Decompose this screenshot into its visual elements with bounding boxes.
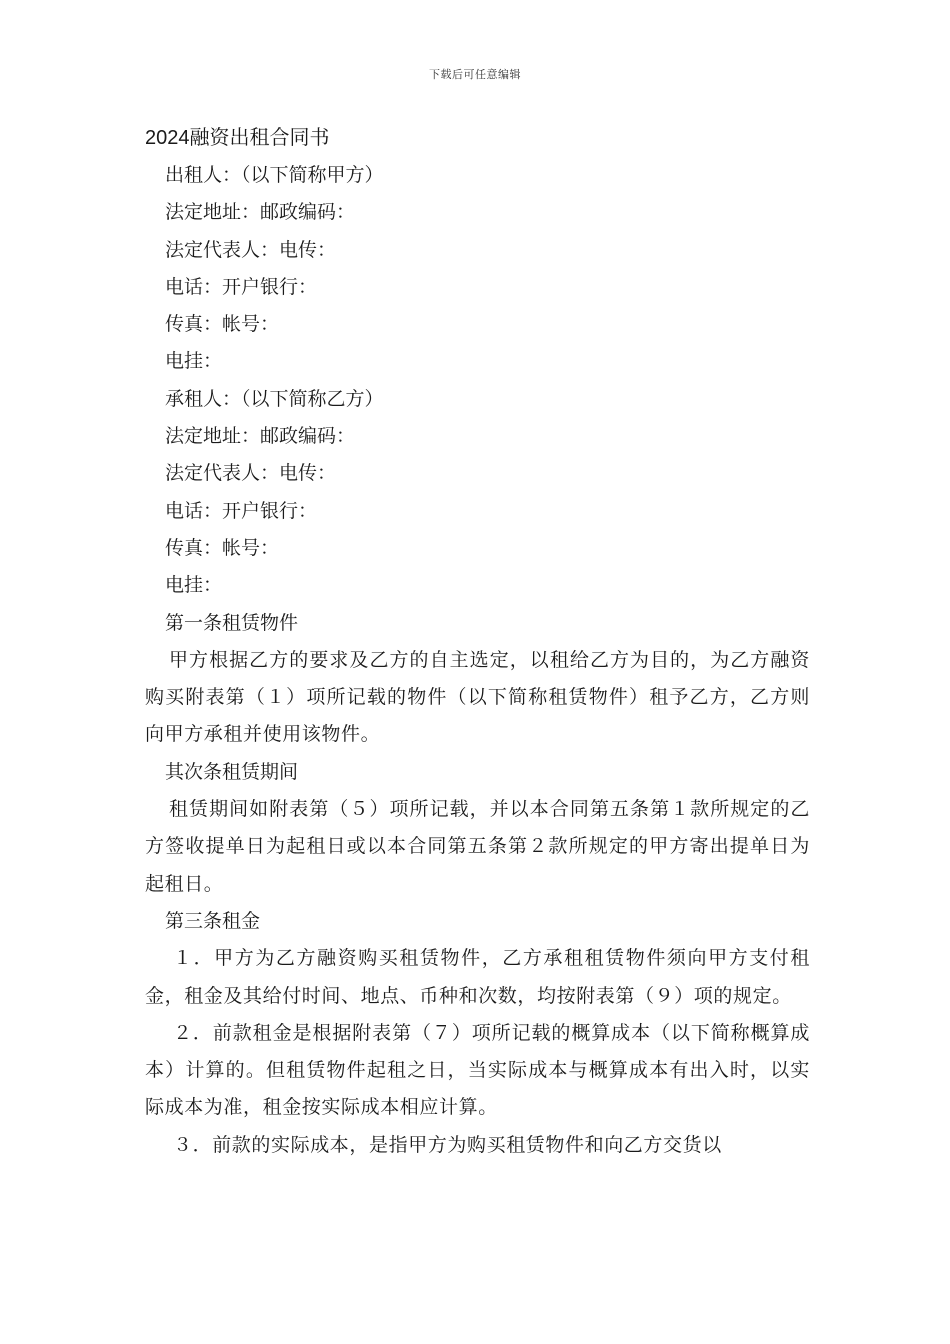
- lessee-cable: 电挂：: [165, 574, 223, 597]
- article-3-title: 第三条租金: [165, 909, 261, 932]
- lessee-address: 法定地址：邮政编码：: [165, 425, 356, 448]
- lessor-address: 法定地址：邮政编码：: [165, 201, 356, 224]
- document-title: 2024融资出租合同书: [145, 127, 330, 149]
- article-3-clause-3: ３．前款的实际成本，是指甲方为购买租赁物件和向乙方交货以: [173, 1133, 722, 1156]
- lessee-fax: 传真：帐号：: [165, 536, 280, 559]
- lessee-phone: 电话：开户银行：: [165, 499, 318, 522]
- article-1-text: 甲方根据乙方的要求及乙方的自主选定，以租给乙方为目的，为乙方融资购买附表第（１）项所记载的物件（以下简称租赁物件）租予乙方，乙方则向甲方承租并使用该物件。: [145, 648, 810, 746]
- lessor-fax: 传真：帐号：: [165, 313, 280, 336]
- page-header-note: 下载后可任意编辑: [429, 68, 521, 81]
- article-3: [145, 903, 810, 1164]
- article-1-title: 第一条租赁物件: [165, 611, 299, 634]
- lessor-name: 出租人：（以下简称甲方）: [165, 164, 384, 186]
- lessee-name: 承租人：（以下简称乙方）: [165, 387, 384, 410]
- lessee-representative: 法定代表人：电传：: [165, 462, 337, 485]
- article-3-clause-2: ２．前款租金是根据附表第（７）项所记载的概算成本（以下简称概算成本）计算的。但租赁物件起租之日，当实际成本与概算成本有出入时，以实际成本为准，租金按实际成本相应计算。: [145, 1021, 810, 1119]
- contract-body: [145, 120, 810, 1164]
- article-2-title: 其次条租赁期间: [165, 760, 299, 783]
- lessor-representative: 法定代表人：电传：: [165, 238, 337, 261]
- article-2: [145, 754, 810, 903]
- lessor-cable: 电挂：: [165, 350, 223, 373]
- lessor-phone: 电话：开户银行：: [165, 275, 318, 298]
- article-2-text: 租赁期间如附表第（５）项所记载，并以本合同第五条第１款所规定的乙方签收提单日为起租日或以本合同第五条第２款所规定的甲方寄出提单日为起租日。: [145, 798, 810, 895]
- article-3-clause-1: １．甲方为乙方融资购买租赁物件，乙方承租租赁物件须向甲方支付租金，租金及其给付时间、地点、币种和次数，均按附表第（９）项的规定。: [145, 947, 810, 1007]
- article-1: [145, 605, 810, 754]
- lessor-section: [145, 157, 810, 381]
- lessee-section: [145, 381, 810, 605]
